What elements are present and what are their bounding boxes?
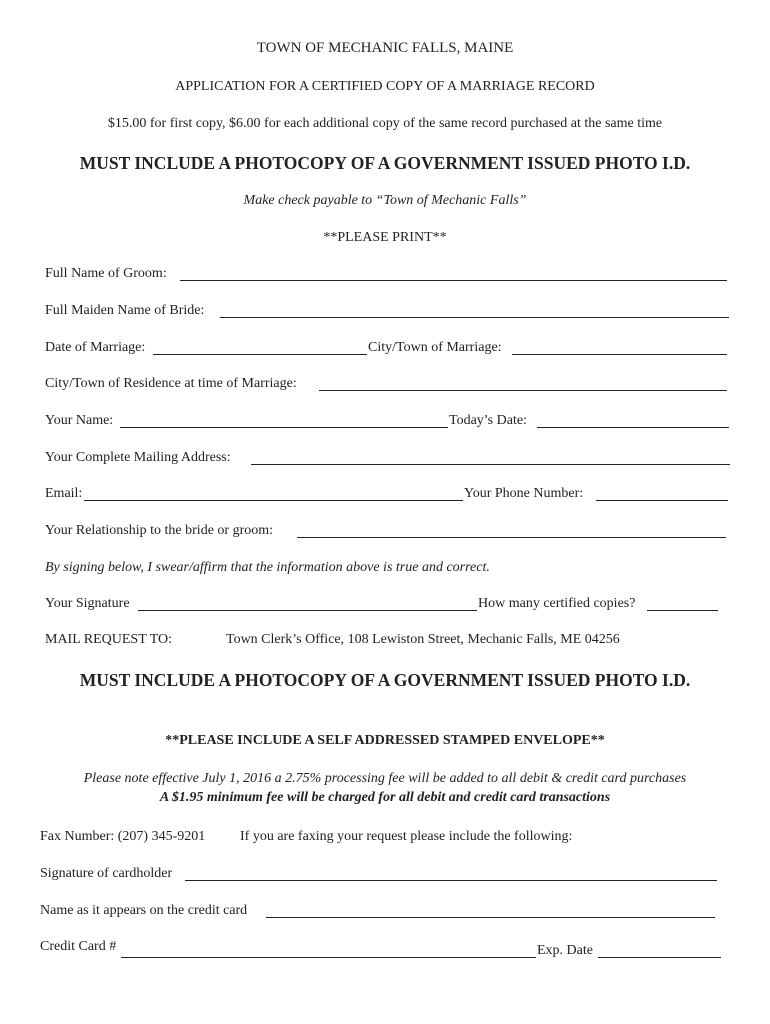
todays-date-field[interactable] [537, 427, 729, 428]
mail-request-label: MAIL REQUEST TO: [45, 632, 173, 647]
card-number-field[interactable] [121, 957, 536, 958]
card-name-label: Name as it appears on the credit card [40, 903, 248, 918]
signature-label: Your Signature [45, 596, 130, 611]
relationship-label: Your Relationship to the bride or groom: [45, 523, 274, 538]
residence-city-label: City/Town of Residence at time of Marriage: [45, 376, 297, 391]
groom-name-field[interactable] [180, 280, 727, 281]
id-requirement-notice: MUST INCLUDE A PHOTOCOPY OF A GOVERNMENT ISSUED PHOTO I.D. [79, 153, 691, 173]
residence-city-field[interactable] [319, 390, 727, 391]
envelope-notice: **PLEASE INCLUDE A SELF ADDRESSED STAMPED ENVELOPE** [165, 733, 605, 748]
processing-fee-notice: Please note effective July 1, 2016 a 2.75% processing fee will be added to all debit & credit card purchases [83, 771, 687, 786]
mail-address: Town Clerk’s Office, 108 Lewiston Street, Mechanic Falls, ME 04256 [226, 632, 620, 647]
relationship-field[interactable] [297, 537, 726, 538]
date-of-marriage-label: Date of Marriage: [45, 340, 146, 355]
phone-label: Your Phone Number: [464, 486, 584, 501]
minimum-fee-notice: A $1.95 minimum fee will be charged for all debit and credit card transactions [159, 790, 611, 805]
check-payable-note: Make check payable to “Town of Mechanic Falls” [243, 193, 527, 208]
fax-instruction: If you are faxing your request please include the following: [240, 829, 573, 844]
groom-name-label: Full Name of Groom: [45, 266, 167, 281]
your-name-field[interactable] [120, 427, 448, 428]
copies-field[interactable] [647, 610, 718, 611]
email-label: Email: [45, 486, 83, 501]
card-number-label: Credit Card # [40, 939, 117, 954]
date-of-marriage-field[interactable] [153, 354, 367, 355]
application-title: APPLICATION FOR A CERTIFIED COPY OF A MARRIAGE RECORD [175, 79, 595, 94]
mailing-address-field[interactable] [251, 464, 730, 465]
bride-name-label: Full Maiden Name of Bride: [45, 303, 205, 318]
bride-name-field[interactable] [220, 317, 729, 318]
phone-field[interactable] [596, 500, 728, 501]
fee-schedule: $15.00 for first copy, $6.00 for each additional copy of the same record purchased at the same time [107, 116, 663, 131]
town-heading: TOWN OF MECHANIC FALLS, MAINE [256, 40, 514, 56]
exp-date-label: Exp. Date [537, 943, 593, 958]
mailing-address-label: Your Complete Mailing Address: [45, 450, 231, 465]
exp-date-field[interactable] [598, 957, 721, 958]
affirmation-statement: By signing below, I swear/affirm that the information above is true and correct. [45, 560, 490, 575]
fax-number: Fax Number: (207) 345-9201 [40, 829, 206, 844]
city-of-marriage-field[interactable] [512, 354, 727, 355]
todays-date-label: Today’s Date: [449, 413, 527, 428]
email-field[interactable] [84, 500, 463, 501]
card-name-field[interactable] [266, 917, 715, 918]
your-name-label: Your Name: [45, 413, 114, 428]
copies-label: How many certified copies? [478, 596, 636, 611]
cardholder-signature-field[interactable] [185, 880, 717, 881]
id-requirement-notice-repeat: MUST INCLUDE A PHOTOCOPY OF A GOVERNMENT ISSUED PHOTO I.D. [79, 670, 691, 690]
please-print-note: **PLEASE PRINT** [323, 230, 447, 245]
signature-field[interactable] [138, 610, 477, 611]
cardholder-signature-label: Signature of cardholder [40, 866, 173, 881]
city-of-marriage-label: City/Town of Marriage: [368, 340, 502, 355]
